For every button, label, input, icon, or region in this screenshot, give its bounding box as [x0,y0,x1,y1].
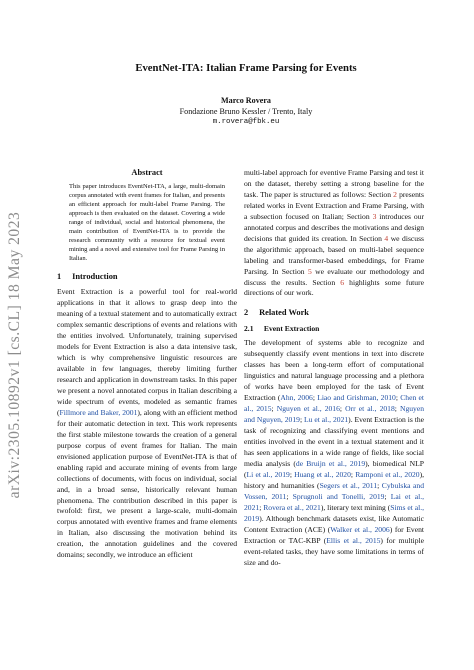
citation-link[interactable]: Rovera et al., 2021 [263,502,321,512]
author-name: Marco Rovera [221,96,271,105]
citation-link[interactable]: Nguyen et al., 2016 [276,404,340,414]
author-email[interactable]: m.rovera@fbk.eu [212,118,280,127]
citation-link[interactable]: Walker et al., 2006 [330,524,390,534]
abstract-text: This paper introduces EventNet-ITA, a large, multi-domain corpus annotated with event frames for Italian, and presents an efficient approach for multi-label Frame Parsing. The approach is then evaluated on the dataset. Covering a wide range of individual, social and historical phenomena, the main contribution of EventNet-ITA is to provide the research community with a resource for textual event mining and a novel and extensive tool for Frame Parsing in Italian. [69,183,225,263]
body-text: ; [299,415,304,425]
citation-link[interactable]: Sims et al., 2019 [244,502,424,523]
body-text: ; [395,393,401,403]
citation-link[interactable]: Li et al., 2019 [246,469,290,479]
body-text: ; [339,404,346,414]
structure-text: presents related works in Event Extraction and Frame Parsing, with a subsection focused on Italian; Section [244,189,424,221]
body-text: ), biomedical NLP ( [244,458,424,479]
body-text: ), history and humanities ( [244,469,425,490]
citation-link[interactable]: Ahn, 2006 [280,393,313,403]
body-text: ; [350,469,356,479]
citation-link[interactable]: Ramponi et al., 2020 [355,469,420,479]
structure-text: multi-label approach for eventive Frame Parsing and test it on the dataset, thereby setting a strong baseline for the task. The paper is structured as follows: Section [244,168,424,199]
arxiv-sidebar [0,205,30,505]
intro-text-2: ), along with an efficient method for their automatic detection in text. This work represents the first stable milestone towards the creation of a general purpose corpus of event frames for Italian. The main envisioned application purpose of EventNet-ITA is that of enabling rapid and accurate mining of events from large collections of documents, with focus on individual, social and, in a broad sense, historically relevant human phenomena. The contribution described in this paper is twofold: first, we present a large-scale, multi-domain corpus annotated with eventive frames and frame elements in Italian, also discussing the motivation behind its creation, the annotation guidelines and the covered domains; secondly, we introduce an efficient [57,407,237,560]
section-ref-link[interactable]: 3 [372,211,377,221]
body-text: ) for multiple event-related tasks, they have some limitations in terms of size and do- [244,535,424,567]
right-column [244,168,424,568]
section-ref-link[interactable]: 4 [384,233,389,243]
body-text: ; [289,469,295,479]
left-column [57,168,237,561]
subsection-number: 2.1 [244,324,254,334]
citation-link[interactable]: Lai et al., 2021 [244,491,424,512]
citation-link[interactable]: Chen et al., 2015 [244,393,424,414]
structure-text: introduces our annotated corpus and describes the motivations and design decisions that guided its creation. In Section [244,211,424,243]
body-text: ), literary text mining ( [320,502,391,512]
related-section-number: 2 [244,308,249,318]
intro-section-title: Introduction [72,272,118,282]
section-ref-link[interactable]: 2 [393,189,397,199]
citation-link[interactable]: Liao and Grishman, 2010 [317,393,396,403]
body-text: The development of systems able to recognize and subsequently classify event mentions in text into discrete classes has been a long-term effort of computational linguistics and natural language processing and a plethora of works have been employed for the task of Event Extraction ( [244,338,424,403]
citation-link[interactable]: Cybulska and Vossen, 2011 [244,480,424,501]
citation-link[interactable]: Segers et al., 2011 [319,480,378,490]
event-extraction-heading [244,324,424,333]
structure-paragraph [244,168,424,299]
citation-link[interactable]: Huang et al., 2020 [294,469,351,479]
structure-text: highlights some future directions of our work. [244,277,424,298]
intro-text-1: Event Extraction is a powerful tool for real-world applications in that it allows to grasp deep into the meaning of a textual statement and to automatically extract complex semantic descriptions of events and relations with the entities involved. Unfortunately, training supervised models for Event Extraction is also a data intensive task, which is why comprehensive linguistic resources are available in few languages, thereby limiting further research and application in downstream tasks. In this paper we present a novel annotated corpus in Italian describing a wide spectrum of events, modeled as semantic frames ( [57,287,237,417]
citation-link[interactable]: Nguyen and Nguyen, 2019 [244,404,425,425]
intro-heading [57,272,237,281]
citation-link[interactable]: Orr et al., 2018 [345,404,395,414]
body-text: ; [312,393,318,403]
abstract-heading: Abstract [131,168,163,177]
author-block [60,96,432,128]
citation-link[interactable]: Ellis et al., 2015 [326,535,381,545]
citation-link[interactable]: de Bruijn et al., 2019 [295,458,366,468]
structure-text: we discuss the algorithmic approach, based on multi-label sequence labeling and transformer-based embeddings, for Frame Parsing. In Section [244,233,424,276]
section-ref-link[interactable]: 5 [307,266,312,276]
intro-paragraph [57,287,237,561]
body-text: ; [377,480,382,490]
citation-link[interactable]: Sprugnoli and Tonelli, 2019 [292,491,385,501]
body-text: ; [286,491,293,501]
body-text: ; [259,502,264,512]
body-text: ; [394,404,400,414]
citation-link[interactable]: Fillmore and Baker, 2001 [59,407,138,417]
body-text: ; [271,404,277,414]
structure-text: we evaluate our methodology and discuss the results. Section [244,266,424,287]
related-work-heading [244,308,424,317]
body-text: ) for Event Extraction or TAC-KBP ( [244,524,424,545]
body-text: ). Event Extraction is the task of recognizing and classifying event mentions and entities involved in the event in a textual statement and it has seen applications in a wide range of fields, like social media analysis ( [244,415,424,468]
event-extraction-paragraph [244,338,424,568]
citation-link[interactable]: Lu et al., 2021 [304,415,349,425]
arxiv-identifier: arXiv:2305.10892v1 [cs.CL] 18 May 2023 [6,211,23,499]
body-text: ; [384,491,391,501]
related-section-title: Related Work [259,308,309,318]
author-affiliation: Fondazione Bruno Kessler / Trento, Italy [179,106,313,116]
body-text: ). Although benchmark datasets exist, like Automatic Content Extraction (ACE) ( [244,513,424,534]
section-ref-link[interactable]: 6 [340,277,345,287]
subsection-title: Event Extraction [263,324,320,334]
intro-section-number: 1 [57,272,62,282]
paper-title: EventNet-ITA: Italian Frame Parsing for Events [135,62,357,74]
